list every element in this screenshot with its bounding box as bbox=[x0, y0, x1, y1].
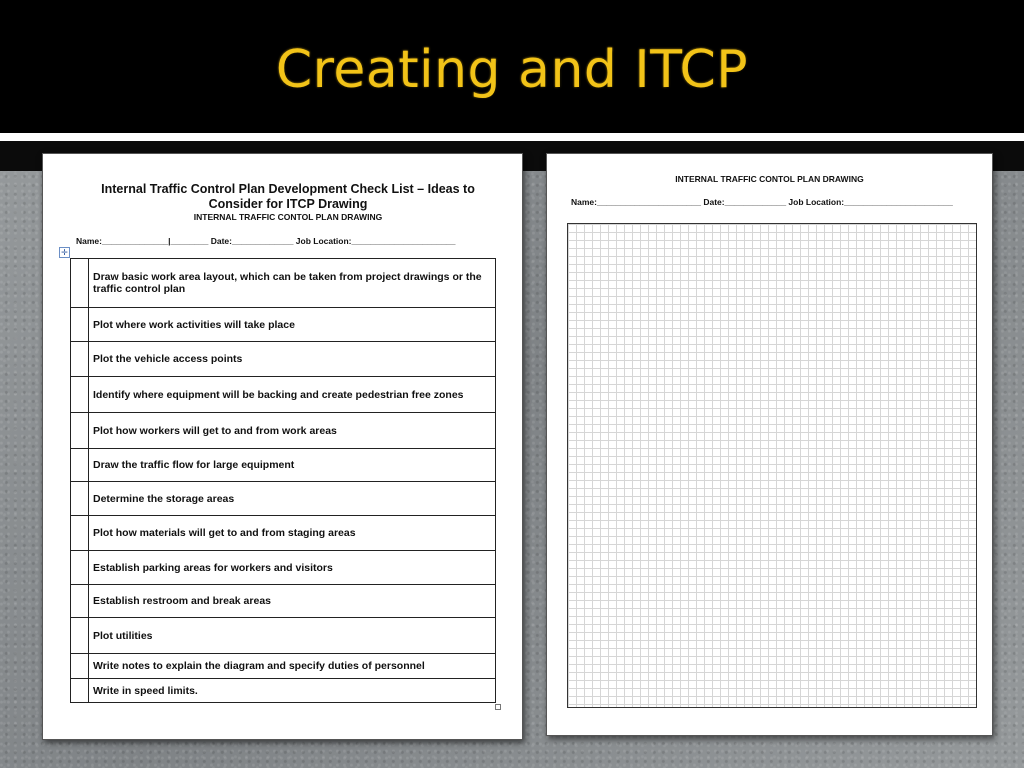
checklist-item: Identify where equipment will be backing and create pedestrian free zones bbox=[89, 377, 496, 413]
checklist-row bbox=[71, 516, 496, 551]
checklist-item: Write notes to explain the diagram and specify duties of personnel bbox=[89, 654, 496, 679]
checklist-item: Establish parking areas for workers and visitors bbox=[89, 551, 496, 585]
checkbox-cell[interactable] bbox=[71, 449, 89, 482]
drawing-title: INTERNAL TRAFFIC CONTOL PLAN DRAWING bbox=[675, 174, 864, 184]
drawing-grid[interactable] bbox=[567, 223, 977, 708]
checkbox-cell[interactable] bbox=[71, 551, 89, 585]
checkbox-cell[interactable] bbox=[71, 618, 89, 654]
checklist-table bbox=[70, 258, 496, 703]
checklist-row bbox=[71, 259, 496, 308]
checklist-row bbox=[71, 551, 496, 585]
checklist-item: Plot how materials will get to and from staging areas bbox=[89, 516, 496, 551]
checkbox-cell[interactable] bbox=[71, 679, 89, 703]
checklist-item: Plot where work activities will take place bbox=[89, 308, 496, 342]
checklist-item: Plot the vehicle access points bbox=[89, 342, 496, 377]
checklist-row bbox=[71, 377, 496, 413]
checkbox-cell[interactable] bbox=[71, 342, 89, 377]
checklist-row bbox=[71, 654, 496, 679]
checklist-document-page bbox=[42, 153, 523, 740]
checkbox-cell[interactable] bbox=[71, 259, 89, 308]
checklist-item: Draw basic work area layout, which can be taken from project drawings or the traffic control plan bbox=[89, 259, 496, 308]
checklist-fields-line: Name:______________|________ Date:_____________ Job Location:______________________ bbox=[76, 236, 456, 246]
checklist-item: Establish restroom and break areas bbox=[89, 585, 496, 618]
checklist-row bbox=[71, 449, 496, 482]
checklist-row bbox=[71, 679, 496, 703]
checklist-item: Plot utilities bbox=[89, 618, 496, 654]
checklist-row bbox=[71, 482, 496, 516]
checklist-row bbox=[71, 618, 496, 654]
drawing-fields-line: Name:______________________ Date:_____________ Job Location:_______________________ bbox=[571, 197, 953, 207]
slide-title: Creating and ITCP bbox=[275, 40, 749, 100]
checklist-item: Determine the storage areas bbox=[89, 482, 496, 516]
checkbox-cell[interactable] bbox=[71, 377, 89, 413]
checkbox-cell[interactable] bbox=[71, 654, 89, 679]
title-divider bbox=[0, 133, 1024, 141]
checklist-subtitle: INTERNAL TRAFFIC CONTOL PLAN DRAWING bbox=[193, 212, 383, 222]
checklist-item: Write in speed limits. bbox=[89, 679, 496, 703]
checkbox-cell[interactable] bbox=[71, 585, 89, 618]
checkbox-cell[interactable] bbox=[71, 482, 89, 516]
checkbox-cell[interactable] bbox=[71, 413, 89, 449]
checklist-title: Internal Traffic Control Plan Development Check List – Ideas to Consider for ITCP Drawing bbox=[101, 182, 475, 211]
drawing-document-page bbox=[546, 153, 993, 736]
checklist-row bbox=[71, 413, 496, 449]
slide-title-bar bbox=[0, 0, 1024, 133]
checklist-item: Plot how workers will get to and from work areas bbox=[89, 413, 496, 449]
checklist-row bbox=[71, 585, 496, 618]
checklist-row bbox=[71, 308, 496, 342]
checklist-row bbox=[71, 342, 496, 377]
checkbox-cell[interactable] bbox=[71, 308, 89, 342]
checkbox-cell[interactable] bbox=[71, 516, 89, 551]
checklist-item: Draw the traffic flow for large equipment bbox=[89, 449, 496, 482]
table-resize-handle-icon[interactable] bbox=[495, 704, 501, 710]
move-handle-icon[interactable]: ✛ bbox=[59, 247, 70, 258]
